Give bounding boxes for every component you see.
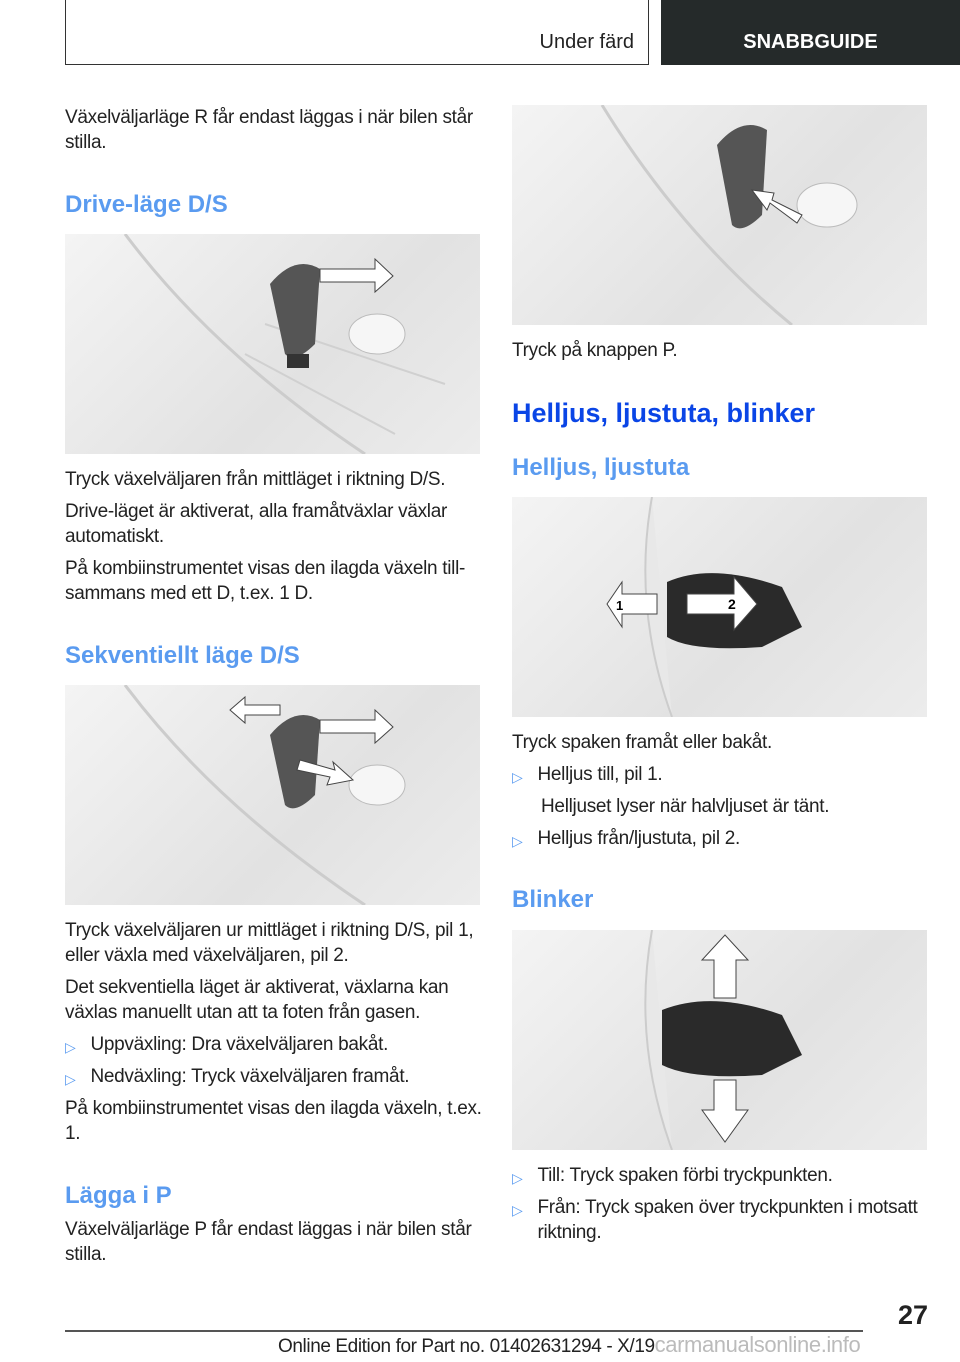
header-frame [65,0,649,65]
list-item [65,1032,485,1060]
gear-selector-image [65,234,480,454]
bullet-text: Från: Tryck spaken över tryckpunkten i motsatt riktning. [537,1197,918,1243]
page-number: 27 [897,1300,928,1330]
triangle-bullet-icon: ▷ [512,1202,523,1218]
list-item [512,1195,932,1245]
high-beam-p1: Tryck spaken framåt eller bakåt. [512,732,773,753]
intro-text: Växelväljarläge R får endast läggas i när bilen står stilla. [65,107,473,153]
arrow-label-1: 1 [616,598,624,613]
bullet-text: Helljus från/ljustuta, pil 2. [537,828,740,849]
triangle-bullet-icon: ▷ [65,1071,76,1087]
drive-p1: Tryck växelväljaren från mittläget i riktning D/S. [65,469,446,490]
triangle-bullet-icon: ▷ [65,1039,76,1055]
park-caption: Tryck på knappen P. [512,340,678,361]
lights-main-heading: Helljus, ljustuta, blinker [512,398,816,428]
drive-heading: Drive-läge D/S [65,191,228,218]
bullet-text: Nedväxling: Tryck växelväljaren framåt. [90,1066,410,1087]
park-p1: Växelväljarläge P får endast läggas i när bilen står stilla. [65,1219,472,1265]
list-item [512,1163,932,1191]
park-button-image [512,105,927,325]
arrow-label-2: 2 [728,596,736,612]
list-item [512,762,932,790]
sequential-p3: På kombiinstrumentet visas den ilagda växeln, t.ex. 1. [65,1098,482,1144]
list-item [65,1064,485,1092]
turn-signal-heading: Blinker [512,886,594,913]
triangle-bullet-icon: ▷ [512,1170,523,1186]
footer-text [278,1332,860,1358]
list-item [512,826,932,854]
high-beam-lever-image [512,497,927,717]
quick-guide-tab[interactable]: SNABBGUIDE [661,0,960,65]
watermark[interactable]: carmanualsonline.info [654,1332,861,1357]
section-title: Under färd [539,31,634,53]
bullet-text: Uppväxling: Dra växelväljaren bakåt. [90,1034,389,1055]
sequential-heading: Sekventiellt läge D/S [65,642,300,669]
drive-p2: Drive-läget är aktiverat, alla framåtväxlar växlar automatiskt. [65,501,448,547]
high-beam-heading: Helljus, ljustuta [512,454,690,481]
sequential-mode-image [65,685,480,905]
turn-signal-lever-image [512,930,927,1150]
drive-p3: På kombiinstrumentet visas den ilagda växeln tillsammans med ett D, t.ex. 1 D. [65,558,466,604]
triangle-bullet-icon: ▷ [512,769,523,785]
bullet-text: Helljus till, pil 1. [537,764,663,785]
triangle-bullet-icon: ▷ [512,833,523,849]
park-heading: Lägga i P [65,1182,172,1209]
sequential-p1: Tryck växelväljaren ur mittläget i riktning D/S, pil 1, eller växla med växelväljaren, pil 2. [65,920,474,966]
sequential-p2: Det sekventiella läget är aktiverat, växlarna kan växlas manuellt utan att ta foten från gasen. [65,977,449,1023]
bullet-text: Till: Tryck spaken förbi tryckpunkten. [537,1165,833,1186]
edition-text: Online Edition for Part no. 01402631294 - X/19 [278,1336,655,1357]
high-beam-note: Helljuset lyser när halvljuset är tänt. [541,796,830,817]
